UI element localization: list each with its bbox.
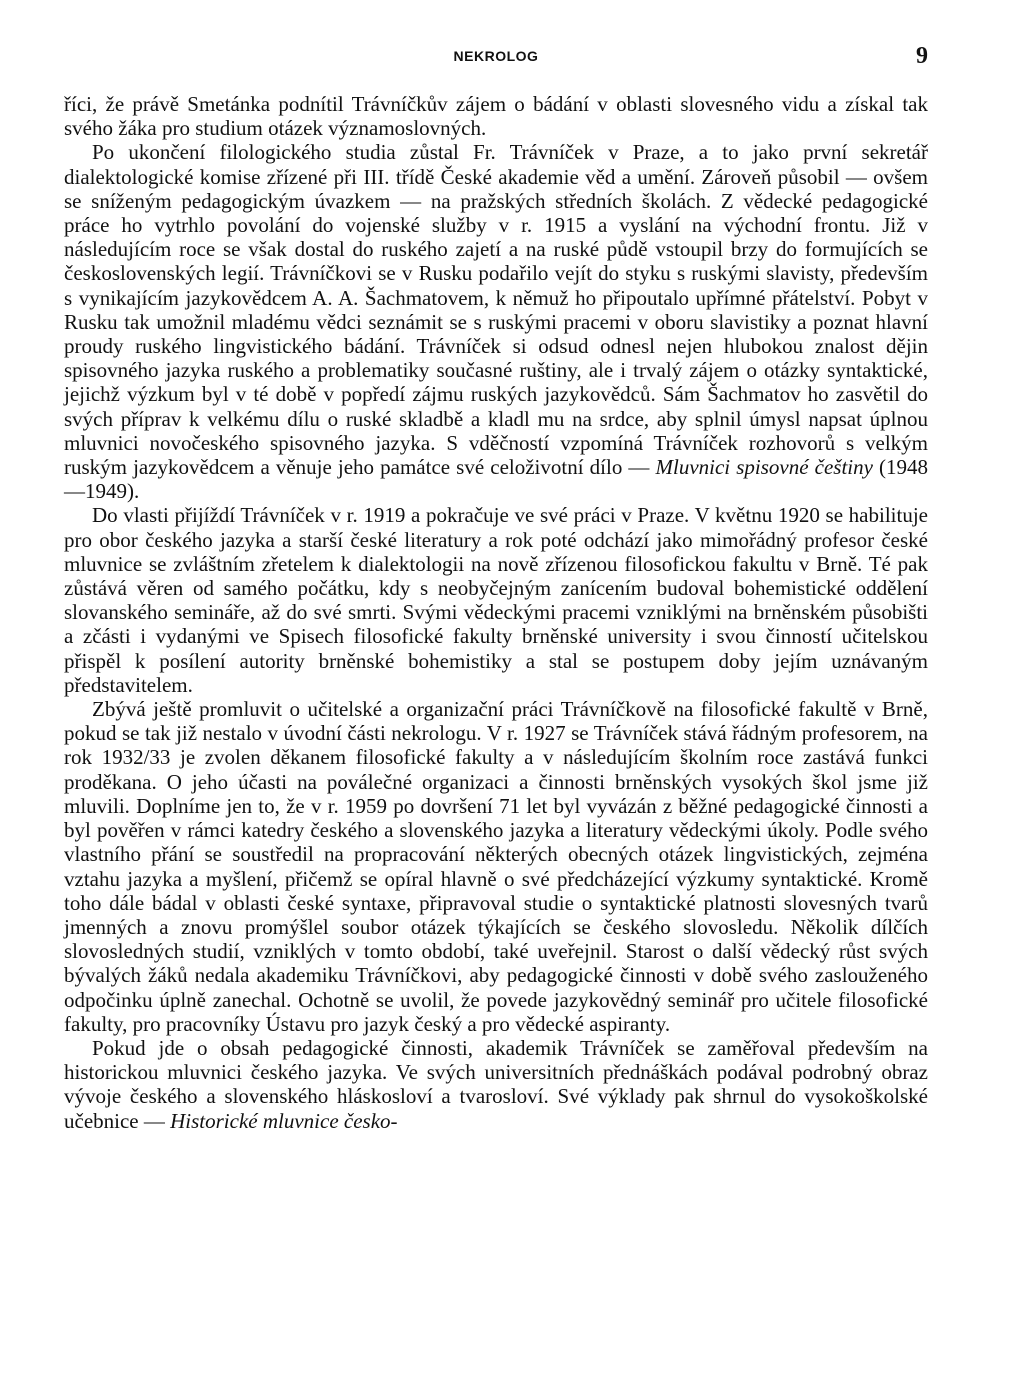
paragraph-5-text: Pokud jde o obsah pedagogické činnosti, akademik Trávníček se zaměřoval především na historickou mluvnici českého jazyka. Ve svých universitních přednáškách podával podrobný obraz vývoje českého a slovenského hláskosloví a tvarosloví. Své výklady pak shrnul do vysokoškolské učebnice — [64, 1035, 928, 1133]
running-title: NEKROLOG [453, 48, 539, 64]
book-title-historicke: Historické mluvnice česko- [170, 1108, 398, 1133]
body-text [64, 92, 928, 1133]
book-title-mluvnici-years: (1948—1949). [64, 455, 929, 504]
paragraph-3: Do vlasti přijíždí Trávníček v r. 1919 a pokračuje ve své práci v Praze. V květnu 1920 se habilituje pro obor českého jazyka a starší české literatury a rok poté odchází jako mimořádný profesor české mluvnice se zvláštním zřetelem k dialektologii na nově zřízenou filosofickou fakultu v Brně. Té pak zůstává věren od samého počátku, kdy s neobyčejným zanícením budoval bohemistické oddělení slovanského semináře, až do své smrti. Svými vědeckými pracemi vzniklými na brněnském působišti a zčásti i vydanými ve Spisech filosofické fakulty brněnské university i svou činností učitelskou přispěl k posílení autority brněnské bohemistiky a stal se postupem doby jejím uznávaným představitelem. [64, 503, 928, 697]
paragraph-5 [64, 1036, 928, 1133]
document-page [64, 44, 928, 1133]
page-number: 9 [916, 43, 928, 69]
paragraph-1: říci, že právě Smetánka podnítil Trávníčkův zájem o bádání v oblasti slovesného vidu a získal tak svého žáka pro studium otázek významoslovných. [64, 92, 928, 141]
paragraph-2 [64, 140, 928, 503]
paragraph-4: Zbývá ještě promluvit o učitelské a organizační práci Trávníčkově na filosofické fakultě v Brně, pokud se tak již nestalo v úvodní části nekrologu. V r. 1927 se Trávníček stává řádným profesorem, na rok 1932/33 je zvolen děkanem filosofické fakulty a v následujícím školním roce zastává funkci proděkana. O jeho účasti na poválečné organizaci a činnosti brněnských vysokých škol jsme již mluvili. Doplníme jen to, že v r. 1959 po dovršení 71 let byl vyvázán z běžné pedagogické činnosti a byl pověřen v rámci katedry českého a slovenského jazyka a literatury vědeckými úkoly. Podle svého vlastního přání se soustředil na propracování některých obecných otázek lingvistických, zejména vztahu jazyka a myšlení, přičemž se opíral hlavně o své předcházející výzkumy syntaktické. Kromě toho dále bádal v oblasti české syntaxe, připravoval studie o syntaktické platnosti slovesných tvarů jmenných a znovu promýšlel soubor otázek týkajících se českého slovosledu. Několik dílčích slovosledných studií, vzniklých v tomto období, také uveřejnil. Starost o další vědecký růst svých bývalých žáků nedala akademiku Trávníčkovi, aby pedagogické činnosti v době svého zaslouženého odpočinku úplně zanechal. Ochotně se uvolil, že povede jazykovědný seminář pro učitele filosofické fakulty, pro pracovníky Ústavu pro jazyk český a pro vědecké aspiranty. [64, 697, 928, 1036]
running-head [64, 44, 928, 74]
paragraph-2-text: Po ukončení filologického studia zůstal Fr. Trávníček v Praze, a to jako první sekretář dialektologické komise zřízené při III. třídě České akademie věd a umění. Zároveň působil — ovšem se sníženým pedagogickým úvazkem — na pražských středních školách. Z vědecké pedagogické práce ho vytrhlo povolání do vojenské služby v r. 1915 a vyslání na východní frontu. Již v následujícím roce se však dostal do ruského zajetí a na ruské půdě vstoupil brzy do formujících se československých legií. Trávníčkovi se v Rusku podařilo vejít do styku s ruskými slavisty, především s vynikajícím jazykovědcem A. A. Šachmatovem, k němuž ho připoutalo upřímné přátelství. Pobyt v Rusku tak umožnil mladému vědci seznámit se s ruskými pracemi v oboru slavistiky a poznat hlavní proudy ruského lingvistického bádání. Trávníček si odsud odnesl nejen hlubokou znalost dějin spisovného jazyka ruského a problematiky současné ruštiny, ale i trvalý zájem o otázky syntaktické, jejichž výzkum byl v té době v popředí zájmu ruských jazykovědců. Sám Šachmatov ho zasvětil do svých příprav k velkému dílu o ruské skladbě a kladl mu na srdce, aby splnil úmysl napsat úplnou mluvnici novočeského spisovného jazyka. S vděčností vzpomíná Trávníček rozhovorů s velkým ruským jazykovědcem a věnuje jeho památce své celoživotní dílo — [64, 140, 928, 480]
book-title-mluvnici: Mluvnici spisovné češtiny [655, 455, 873, 480]
